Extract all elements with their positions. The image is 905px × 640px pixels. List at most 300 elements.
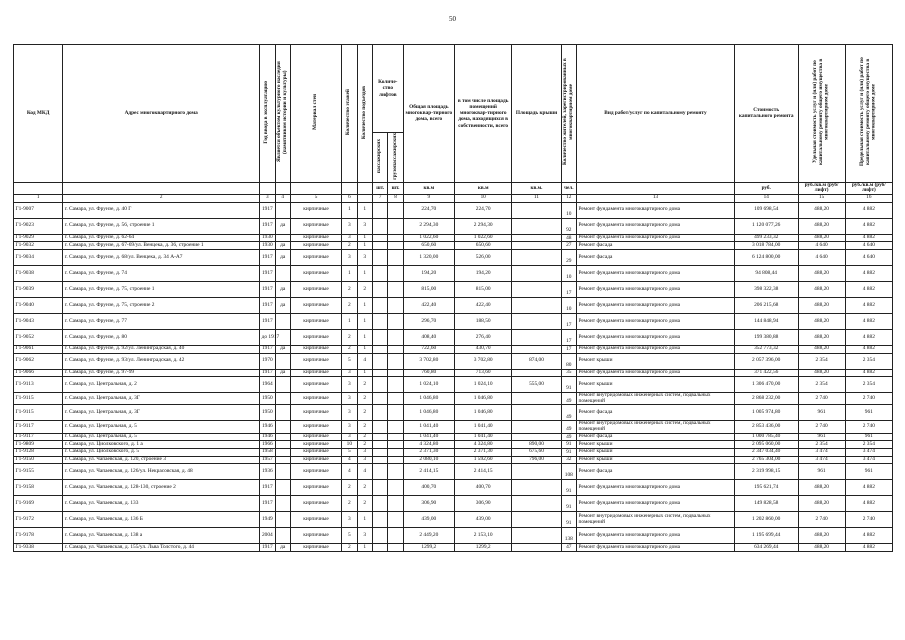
roof-area-cell bbox=[512, 297, 561, 313]
address-cell: г. Самара, ул. Фрунзе, д. 75, строение 2 bbox=[63, 297, 260, 313]
column-number-cell bbox=[357, 194, 372, 202]
column-number-cell: 15 bbox=[798, 194, 845, 202]
wall-material-cell: кирпичные bbox=[290, 353, 341, 369]
roof-area-cell bbox=[512, 393, 561, 405]
heritage-cell: да bbox=[275, 345, 290, 353]
lifts-passenger-cell bbox=[372, 218, 387, 234]
unit-cost-cell: 488,20 bbox=[798, 345, 845, 353]
heritage-cell bbox=[275, 433, 290, 441]
heritage-cell bbox=[275, 377, 290, 393]
total-area-cell: 4 324,80 bbox=[403, 441, 454, 449]
premises-area-cell: 276,40 bbox=[454, 329, 511, 345]
heritage-cell: да bbox=[275, 297, 290, 313]
address-cell: г. Самара, ул. Фрунзе, д. 80 bbox=[63, 329, 260, 345]
work-type-cell: Ремонт фундамента многоквартирного дома bbox=[576, 202, 734, 218]
total-area-cell: 1 041,40 bbox=[403, 421, 454, 433]
residents-cell: 91 bbox=[561, 496, 576, 512]
table-row bbox=[14, 393, 893, 405]
table-row bbox=[14, 345, 893, 353]
floors-cell: 3 bbox=[342, 433, 357, 441]
residents-cell: 47 bbox=[561, 544, 576, 552]
residents-cell: 108 bbox=[561, 464, 576, 480]
unit-empty-cell bbox=[14, 182, 63, 194]
unit-lifts-cargo: шт. bbox=[388, 182, 403, 194]
floors-cell: 2 bbox=[342, 480, 357, 496]
residents-cell: 80 bbox=[561, 353, 576, 369]
year-cell: 1917 bbox=[260, 265, 275, 281]
floors-cell: 3 bbox=[342, 218, 357, 234]
lifts-passenger-cell bbox=[372, 297, 387, 313]
floors-cell: 3 bbox=[342, 234, 357, 242]
max-cost-cell: 4 882 bbox=[845, 528, 892, 544]
residents-cell: 91 bbox=[561, 377, 576, 393]
wall-material-cell: кирпичные bbox=[290, 234, 341, 242]
entrances-cell: 2 bbox=[357, 496, 372, 512]
premises-area-cell: 430,70 bbox=[454, 345, 511, 353]
address-cell: г. Самара, ул. Фрунзе, д. 77 bbox=[63, 313, 260, 329]
entrances-cell: 4 bbox=[357, 353, 372, 369]
work-type-cell: Ремонт фундамента многоквартирного дома bbox=[576, 265, 734, 281]
floors-cell: 1 bbox=[342, 313, 357, 329]
mkd-code-cell: Г1-9061 bbox=[14, 345, 63, 353]
column-number-cell: 3 bbox=[260, 194, 275, 202]
year-cell: 1917 bbox=[260, 249, 275, 265]
cost-cell: 195 621,74 bbox=[734, 480, 798, 496]
roof-area-cell: 890,00 bbox=[512, 441, 561, 449]
floors-cell: 1 bbox=[342, 202, 357, 218]
unit-cost-cell: 488,20 bbox=[798, 218, 845, 234]
heritage-cell bbox=[275, 313, 290, 329]
max-cost-cell: 4 882 bbox=[845, 281, 892, 297]
max-cost-cell: 4 882 bbox=[845, 202, 892, 218]
work-type-cell: Ремонт крыши bbox=[576, 353, 734, 369]
entrances-cell: 3 bbox=[357, 528, 372, 544]
lifts-cargo-cell bbox=[388, 421, 403, 433]
mkd-code-cell: Г1-9150 bbox=[14, 456, 63, 464]
entrances-cell: 2 bbox=[357, 421, 372, 433]
mkd-code-cell: Г1-9338 bbox=[14, 544, 63, 552]
premises-area-cell: 1 046,80 bbox=[454, 393, 511, 405]
header-residents: Количество жителей, зарегистрированных в многоквартирном доме bbox=[562, 58, 574, 166]
cost-cell: 1 306 470,00 bbox=[734, 377, 798, 393]
cost-cell: 2 095 060,00 bbox=[734, 441, 798, 449]
max-cost-cell: 4 882 bbox=[845, 345, 892, 353]
header-walls: Материал стен bbox=[312, 94, 319, 131]
work-type-cell: Ремонт фасада bbox=[576, 242, 734, 250]
entrances-cell: 1 bbox=[357, 313, 372, 329]
residents-cell: 91 bbox=[561, 512, 576, 528]
year-cell: 1936 bbox=[260, 464, 275, 480]
unit-cost-cell: 488,20 bbox=[798, 234, 845, 242]
lifts-passenger-cell bbox=[372, 441, 387, 449]
residents-cell: 48 bbox=[561, 234, 576, 242]
wall-material-cell: кирпичные bbox=[290, 281, 341, 297]
work-type-cell: Ремонт фундамента многоквартирного дома bbox=[576, 369, 734, 377]
heritage-cell: да bbox=[275, 242, 290, 250]
unit-empty-cell bbox=[342, 182, 357, 194]
lifts-cargo-cell bbox=[388, 297, 403, 313]
lifts-passenger-cell bbox=[372, 544, 387, 552]
total-area-cell: 1299,2 bbox=[403, 544, 454, 552]
lifts-passenger-cell bbox=[372, 456, 387, 464]
address-cell: г. Самара, ул. Фрунзе, д. 75, строение 1 bbox=[63, 281, 260, 297]
lifts-passenger-cell bbox=[372, 202, 387, 218]
heritage-cell: да bbox=[275, 281, 290, 297]
column-number-cell: 11 bbox=[512, 194, 561, 202]
wall-material-cell: кирпичные bbox=[290, 433, 341, 441]
entrances-cell: 3 bbox=[357, 456, 372, 464]
lifts-cargo-cell bbox=[388, 234, 403, 242]
max-cost-cell: 2 740 bbox=[845, 393, 892, 405]
wall-material-cell: кирпичные bbox=[290, 218, 341, 234]
unit-cost-cell: 4 640 bbox=[798, 249, 845, 265]
max-cost-cell: 2 740 bbox=[845, 421, 892, 433]
roof-area-cell bbox=[512, 405, 561, 421]
table-row bbox=[14, 369, 893, 377]
wall-material-cell: кирпичные bbox=[290, 313, 341, 329]
floors-cell: 2 bbox=[342, 544, 357, 552]
roof-area-cell bbox=[512, 433, 561, 441]
year-cell: 1917 bbox=[260, 345, 275, 353]
floors-cell: 3 bbox=[342, 393, 357, 405]
unit-cost-cell: 488,20 bbox=[798, 544, 845, 552]
heritage-cell bbox=[275, 202, 290, 218]
entrances-cell: 1 bbox=[357, 265, 372, 281]
lifts-passenger-cell bbox=[372, 329, 387, 345]
lifts-passenger-cell bbox=[372, 393, 387, 405]
residents-cell: 91 bbox=[561, 480, 576, 496]
year-cell: 1946 bbox=[260, 421, 275, 433]
total-area-cell: 2 080,10 bbox=[403, 456, 454, 464]
lifts-passenger-cell bbox=[372, 448, 387, 456]
residents-cell: 91 bbox=[561, 448, 576, 456]
floors-cell: 3 bbox=[342, 512, 357, 528]
wall-material-cell: кирпичные bbox=[290, 480, 341, 496]
entrances-cell: 4 bbox=[357, 464, 372, 480]
wall-material-cell: кирпичные bbox=[290, 297, 341, 313]
heritage-cell bbox=[275, 448, 290, 456]
premises-area-cell: 439,00 bbox=[454, 512, 511, 528]
lifts-cargo-cell bbox=[388, 496, 403, 512]
floors-cell: 2 bbox=[342, 496, 357, 512]
address-cell: г. Самара, ул. Циолковского, д. 1 а bbox=[63, 441, 260, 449]
header-max-cost: Предельная стоимость услуг и (или) работ по капитальному ремонту общего имущества в многоквартирном доме bbox=[859, 57, 877, 167]
lifts-cargo-cell bbox=[388, 480, 403, 496]
address-cell: г. Самара, ул. Чапаевская, д. 155/ул. Льва Толстого, д. 44 bbox=[63, 544, 260, 552]
table-row bbox=[14, 281, 893, 297]
residents-cell: 10 bbox=[561, 297, 576, 313]
residents-cell: 17 bbox=[561, 313, 576, 329]
wall-material-cell: кирпичные bbox=[290, 448, 341, 456]
cost-cell: 2 347 034,40 bbox=[734, 448, 798, 456]
premises-area-cell: 194,20 bbox=[454, 265, 511, 281]
lifts-passenger-cell bbox=[372, 377, 387, 393]
lifts-passenger-cell bbox=[372, 480, 387, 496]
total-area-cell: 815,00 bbox=[403, 281, 454, 297]
max-cost-cell: 2 354 bbox=[845, 377, 892, 393]
mkd-code-cell: Г1-9038 bbox=[14, 265, 63, 281]
cost-cell: 3 018 784,00 bbox=[734, 242, 798, 250]
roof-area-cell bbox=[512, 464, 561, 480]
column-number-cell: 12 bbox=[561, 194, 576, 202]
residents-cell: 17 bbox=[561, 345, 576, 353]
mkd-code-cell: Г1-9023 bbox=[14, 218, 63, 234]
work-type-cell: Ремонт крыши bbox=[576, 456, 734, 464]
column-number-cell: 4 bbox=[275, 194, 290, 202]
entrances-cell: 2 bbox=[357, 377, 372, 393]
mkd-code-cell: Г1-9158 bbox=[14, 480, 63, 496]
unit-lifts-pass: шт. bbox=[372, 182, 387, 194]
unit-cost-cell: 488,20 bbox=[798, 265, 845, 281]
mkd-code-cell: Г1-9169 bbox=[14, 496, 63, 512]
unit-cost-cell: 488,20 bbox=[798, 369, 845, 377]
address-cell: г. Самара, ул. Центральная, д. 3Г bbox=[63, 405, 260, 421]
cost-cell: 499 233,32 bbox=[734, 234, 798, 242]
column-number-cell: 2 bbox=[63, 194, 260, 202]
unit-cost-cell: 488,20 bbox=[798, 313, 845, 329]
unit-residents: чел. bbox=[561, 182, 576, 194]
table-row bbox=[14, 353, 893, 369]
mkd-code-cell: Г1-9007 bbox=[14, 202, 63, 218]
cost-cell: 144 848,94 bbox=[734, 313, 798, 329]
table-row bbox=[14, 202, 893, 218]
entrances-cell: 1 bbox=[357, 345, 372, 353]
roof-area-cell bbox=[512, 345, 561, 353]
roof-area-cell bbox=[512, 512, 561, 528]
max-cost-cell: 3 474 bbox=[845, 456, 892, 464]
residents-cell: 49 bbox=[561, 405, 576, 421]
unit-cost-cell: 488,20 bbox=[798, 329, 845, 345]
lifts-passenger-cell bbox=[372, 421, 387, 433]
max-cost-cell: 4 882 bbox=[845, 234, 892, 242]
heritage-cell bbox=[275, 528, 290, 544]
entrances-cell: 2 bbox=[357, 480, 372, 496]
premises-area-cell: 2 153,10 bbox=[454, 528, 511, 544]
header-lifts-cargo: грузопассажирских bbox=[391, 133, 398, 180]
max-cost-cell: 3 474 bbox=[845, 448, 892, 456]
header-premises-area: в том числе площадь помещений многоквар-тирного дома, находящихся в собственности, всего bbox=[454, 45, 511, 183]
work-type-cell: Ремонт фундамента многоквартирного дома bbox=[576, 480, 734, 496]
cost-cell: 2 057 396,00 bbox=[734, 353, 798, 369]
year-cell: 2004 bbox=[260, 528, 275, 544]
cost-cell: 94 808,44 bbox=[734, 265, 798, 281]
unit-cost-cell: 2 740 bbox=[798, 421, 845, 433]
table-row bbox=[14, 528, 893, 544]
table-row bbox=[14, 448, 893, 456]
wall-material-cell: кирпичные bbox=[290, 421, 341, 433]
lifts-cargo-cell bbox=[388, 528, 403, 544]
capital-repair-register-table bbox=[13, 44, 893, 552]
total-area-cell: 439,00 bbox=[403, 512, 454, 528]
table-row bbox=[14, 265, 893, 281]
wall-material-cell: кирпичные bbox=[290, 456, 341, 464]
mkd-code-cell: Г1-9115 bbox=[14, 393, 63, 405]
mkd-code-cell: Г1-9043 bbox=[14, 313, 63, 329]
address-cell: г. Самара, ул. Фрунзе, д. 68/ул. Венцека, д. 34 А-А7 bbox=[63, 249, 260, 265]
table-row bbox=[14, 480, 893, 496]
total-area-cell: 194,20 bbox=[403, 265, 454, 281]
address-cell: г. Самара, ул. Чапаевская, д. 120, строение 3 bbox=[63, 456, 260, 464]
entrances-cell: 3 bbox=[357, 249, 372, 265]
unit-cost-cell: 488,20 bbox=[798, 281, 845, 297]
unit-cost-cell: 3 474 bbox=[798, 456, 845, 464]
table-row bbox=[14, 405, 893, 421]
table-row bbox=[14, 512, 893, 528]
year-cell: 1917 bbox=[260, 202, 275, 218]
column-number-cell: 5 bbox=[290, 194, 341, 202]
unit-cost-cell: 2 740 bbox=[798, 512, 845, 528]
premises-area-cell: 1299,2 bbox=[454, 544, 511, 552]
lifts-passenger-cell bbox=[372, 313, 387, 329]
max-cost-cell: 4 882 bbox=[845, 218, 892, 234]
mkd-code-cell: Г1-9178 bbox=[14, 528, 63, 544]
floors-cell: 1 bbox=[342, 265, 357, 281]
unit-premises-area: кв.м bbox=[454, 182, 511, 194]
lifts-passenger-cell bbox=[372, 496, 387, 512]
lifts-cargo-cell bbox=[388, 265, 403, 281]
roof-area-cell bbox=[512, 234, 561, 242]
cost-cell: 1 195 699,44 bbox=[734, 528, 798, 544]
premises-area-cell: 815,00 bbox=[454, 281, 511, 297]
entrances-cell: 3 bbox=[357, 218, 372, 234]
floors-cell: 3 bbox=[342, 421, 357, 433]
work-type-cell: Ремонт фундамента многоквартирного дома bbox=[576, 544, 734, 552]
cost-cell: 2 765 304,00 bbox=[734, 456, 798, 464]
total-area-cell: 400,70 bbox=[403, 480, 454, 496]
mkd-code-cell: Г1-9066 bbox=[14, 369, 63, 377]
premises-area-cell: 422,40 bbox=[454, 297, 511, 313]
unit-cost-cell: 488,20 bbox=[798, 297, 845, 313]
wall-material-cell: кирпичные bbox=[290, 496, 341, 512]
floors-cell: 3 bbox=[342, 377, 357, 393]
address-cell: г. Самара, ул. Чапаевская, д. 133 bbox=[63, 496, 260, 512]
residents-cell: 35 bbox=[561, 369, 576, 377]
residents-cell: 138 bbox=[561, 528, 576, 544]
roof-area-cell bbox=[512, 242, 561, 250]
lifts-cargo-cell bbox=[388, 433, 403, 441]
total-area-cell: 1 022,60 bbox=[403, 234, 454, 242]
work-type-cell: Ремонт фундамента многоквартирного дома bbox=[576, 234, 734, 242]
heritage-cell bbox=[275, 393, 290, 405]
table-row bbox=[14, 496, 893, 512]
premises-area-cell: 3 702,80 bbox=[454, 353, 511, 369]
residents-cell: 49 bbox=[561, 421, 576, 433]
premises-area-cell: 4 324,80 bbox=[454, 441, 511, 449]
work-type-cell: Ремонт фасада bbox=[576, 433, 734, 441]
heritage-cell bbox=[275, 480, 290, 496]
address-cell: г. Самара, ул. Циолковского, д. 5 bbox=[63, 448, 260, 456]
unit-cost-cell: 488,20 bbox=[798, 202, 845, 218]
header-total-area: Общая площадь многоквар-тирного дома, всего bbox=[403, 45, 454, 183]
max-cost-cell: 961 bbox=[845, 405, 892, 421]
total-area-cell: 1 024,10 bbox=[403, 377, 454, 393]
heritage-cell bbox=[275, 234, 290, 242]
lifts-cargo-cell bbox=[388, 448, 403, 456]
header-year: Год ввода в эксплуатацию bbox=[263, 81, 270, 144]
mkd-code-cell: Г1-9039 bbox=[14, 281, 63, 297]
heritage-cell: да bbox=[275, 544, 290, 552]
max-cost-cell: 2 740 bbox=[845, 512, 892, 528]
unit-cost-cell: 488,20 bbox=[798, 480, 845, 496]
total-area-cell: 1 046,80 bbox=[403, 405, 454, 421]
unit-cost-cell: 2 354 bbox=[798, 377, 845, 393]
work-type-cell: Ремонт крыши bbox=[576, 441, 734, 449]
work-type-cell: Ремонт фундамента многоквартирного дома bbox=[576, 345, 734, 353]
wall-material-cell: кирпичные bbox=[290, 544, 341, 552]
unit-cost-cell: 961 bbox=[798, 464, 845, 480]
total-area-cell: 422,40 bbox=[403, 297, 454, 313]
address-cell: г. Самара, ул. Чапаевская, д. 128-130, строение 2 bbox=[63, 480, 260, 496]
max-cost-cell: 2 354 bbox=[845, 353, 892, 369]
entrances-cell: 1 bbox=[357, 297, 372, 313]
header-lifts: Количе-ство лифтов bbox=[372, 45, 403, 133]
total-area-cell: 224,70 bbox=[403, 202, 454, 218]
table-row bbox=[14, 377, 893, 393]
roof-area-cell bbox=[512, 218, 561, 234]
year-cell: 1966 bbox=[260, 441, 275, 449]
mkd-code-cell: Г1-9155 bbox=[14, 464, 63, 480]
year-cell: 1957 bbox=[260, 456, 275, 464]
unit-cost-cell: 4 640 bbox=[798, 242, 845, 250]
mkd-code-cell: Г1-9052 bbox=[14, 329, 63, 345]
roof-area-cell bbox=[512, 421, 561, 433]
heritage-cell bbox=[275, 464, 290, 480]
lifts-cargo-cell bbox=[388, 393, 403, 405]
premises-area-cell: 2 371,30 bbox=[454, 448, 511, 456]
address-cell: г. Самара, ул. Фрунзе, д. 56, строение 1 bbox=[63, 218, 260, 234]
address-cell: г. Самара, ул. Чапаевская, д. 126/ул. Некрасовская, д. 48 bbox=[63, 464, 260, 480]
entrances-cell: 3 bbox=[357, 448, 372, 456]
premises-area-cell: 1 041,40 bbox=[454, 433, 511, 441]
column-number-cell: 10 bbox=[454, 194, 511, 202]
unit-unit-cost: руб./кв.м (руб/лифт) bbox=[798, 182, 845, 194]
wall-material-cell: кирпичные bbox=[290, 202, 341, 218]
header-address: Адрес многоквартирного дома bbox=[63, 45, 260, 183]
address-cell: г. Самара, ул. Фрунзе, д. 92/ул. Ленинградская, д. 40 bbox=[63, 345, 260, 353]
roof-area-cell bbox=[512, 202, 561, 218]
column-number-cell: 16 bbox=[845, 194, 892, 202]
heritage-cell bbox=[275, 421, 290, 433]
max-cost-cell: 4 882 bbox=[845, 329, 892, 345]
unit-cost-cell: 961 bbox=[798, 405, 845, 421]
mkd-code-cell: Г1-9034 bbox=[14, 249, 63, 265]
table-row bbox=[14, 421, 893, 433]
heritage-cell bbox=[275, 353, 290, 369]
lifts-cargo-cell bbox=[388, 441, 403, 449]
work-type-cell: Ремонт фундамента многоквартирного дома bbox=[576, 528, 734, 544]
header-work-type: Вид работ/услуг по капитальному ремонту bbox=[576, 45, 734, 183]
year-cell: 1917 bbox=[260, 218, 275, 234]
max-cost-cell: 961 bbox=[845, 464, 892, 480]
residents-cell: 17 bbox=[561, 281, 576, 297]
unit-cost-cell: 2 354 bbox=[798, 441, 845, 449]
year-cell: 1964 bbox=[260, 377, 275, 393]
table-row bbox=[14, 433, 893, 441]
floors-cell: 2 bbox=[342, 329, 357, 345]
lifts-cargo-cell bbox=[388, 313, 403, 329]
lifts-passenger-cell bbox=[372, 242, 387, 250]
premises-area-cell: 713,60 bbox=[454, 369, 511, 377]
unit-total-area: кв.м bbox=[403, 182, 454, 194]
address-cell: г. Самара, ул. Фрунзе, д. 40 Г bbox=[63, 202, 260, 218]
floors-cell: 2 bbox=[342, 297, 357, 313]
work-type-cell: Ремонт фундамента многоквартирного дома bbox=[576, 218, 734, 234]
roof-area-cell bbox=[512, 528, 561, 544]
residents-cell: 27 bbox=[561, 242, 576, 250]
premises-area-cell: 1 046,80 bbox=[454, 405, 511, 421]
unit-empty-cell bbox=[357, 182, 372, 194]
residents-cell: 49 bbox=[561, 433, 576, 441]
